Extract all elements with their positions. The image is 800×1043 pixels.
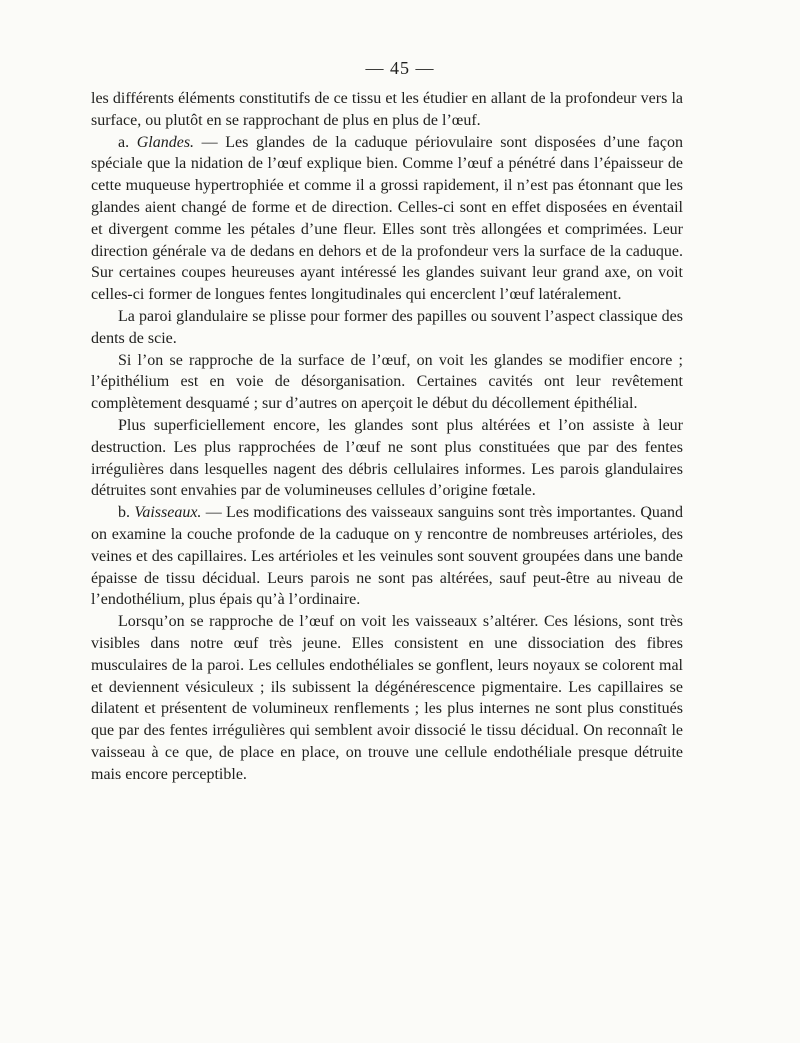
section-prefix: b. bbox=[118, 504, 135, 522]
paragraph-text: les différents éléments constitutifs de ce tissu et les étudier en allant de la profondeur vers la surface, ou plutôt en se rapprochant de plus en plus de l’œuf. bbox=[91, 90, 683, 129]
paragraph-text: La paroi glandulaire se plisse pour former des papilles ou souvent l’aspect classique des dents de scie. bbox=[91, 307, 683, 347]
paragraph-3 bbox=[91, 306, 683, 350]
paragraph-text: — Les glandes de la caduque périovulaire sont disposées d’une façon spéciale que la nidation de l’œuf explique bien. Comme l’œuf a pénétré dans l’épaisseur de cette muqueuse hypertrophiée et comme il a grossi rapidement, il n’est pas étonnant que les glandes aient changé de forme et de direction. Celles-ci sont en effet disposées en éventail et divergent comme les pétales d’une fleur. Elles sont très allongées et comprimées. Leur direction générale va de dedans en dehors et de la profondeur vers la surface de la caduque. Sur certaines coupes heureuses ayant intéressé les glandes suivant leur grand axe, on voit celles-ci former de longues fentes longitudinales qui encerclent l’œuf latéralement. bbox=[91, 133, 683, 304]
section-heading-vaisseaux: Vaisseaux. bbox=[134, 504, 202, 522]
paragraph-text: — Les modifications des vaisseaux sanguins sont très importantes. Quand on examine la couche profonde de la caduque on y rencontre de nombreuses artérioles, des veines et des capillaires. Les artérioles et les veinules sont souvent groupées dans une bande épaisse de tissu décidual. Leurs parois ne sont pas altérées, sauf peut-être au niveau de l’endothélium, plus épais qu’à l’ordinaire. bbox=[91, 504, 684, 609]
paragraph-1 bbox=[91, 88, 683, 132]
paragraph-vaisseaux bbox=[91, 502, 683, 611]
paragraph-4 bbox=[91, 350, 683, 415]
section-heading-glandes: Glandes. bbox=[136, 133, 195, 151]
page-number: — 45 — bbox=[365, 58, 435, 78]
body-text bbox=[91, 88, 683, 786]
paragraph-5 bbox=[91, 415, 683, 502]
paragraph-glandes bbox=[91, 132, 683, 306]
paragraph-text: Si l’on se rapproche de la surface de l’œuf, on voit les glandes se modifier encore ; l’épithélium est en voie de désorganisation. Certaines cavités ont leur revêtement complètement desquamé ; sur d’autres on aperçoit le début du décollement épithélial. bbox=[91, 351, 683, 413]
section-prefix: a. bbox=[118, 133, 137, 151]
paragraph-7 bbox=[91, 611, 683, 785]
paragraph-text: Plus superficiellement encore, les glandes sont plus altérées et l’on assiste à leur destruction. Les plus rapprochées de l’œuf ne sont plus constituées que par des fentes irrégulières dans lesquelles nagent des débris cellulaires informes. Les parois glandulaires détruites sont envahies par de volumineuses cellules d’origine fœtale. bbox=[91, 416, 683, 500]
paragraph-text: Lorsqu’on se rapproche de l’œuf on voit les vaisseaux s’altérer. Ces lésions, sont très visibles dans notre œuf très jeune. Elles consistent en une dissociation des fibres musculaires de la paroi. Les cellules endothéliales se gonflent, leurs noyaux se colorent mal et deviennent vésiculeux ; ils subissent la dégénérescence pigmentaire. Les capillaires se dilatent et présentent de volumineux renflements ; les plus internes ne sont plus constitués que par des fentes irrégulières qui semblent avoir dissocié le tissu décidual. On reconnaît le vaisseau à ce que, de place en place, on trouve une cellule endothéliale presque détruite mais encore perceptible. bbox=[91, 613, 683, 783]
